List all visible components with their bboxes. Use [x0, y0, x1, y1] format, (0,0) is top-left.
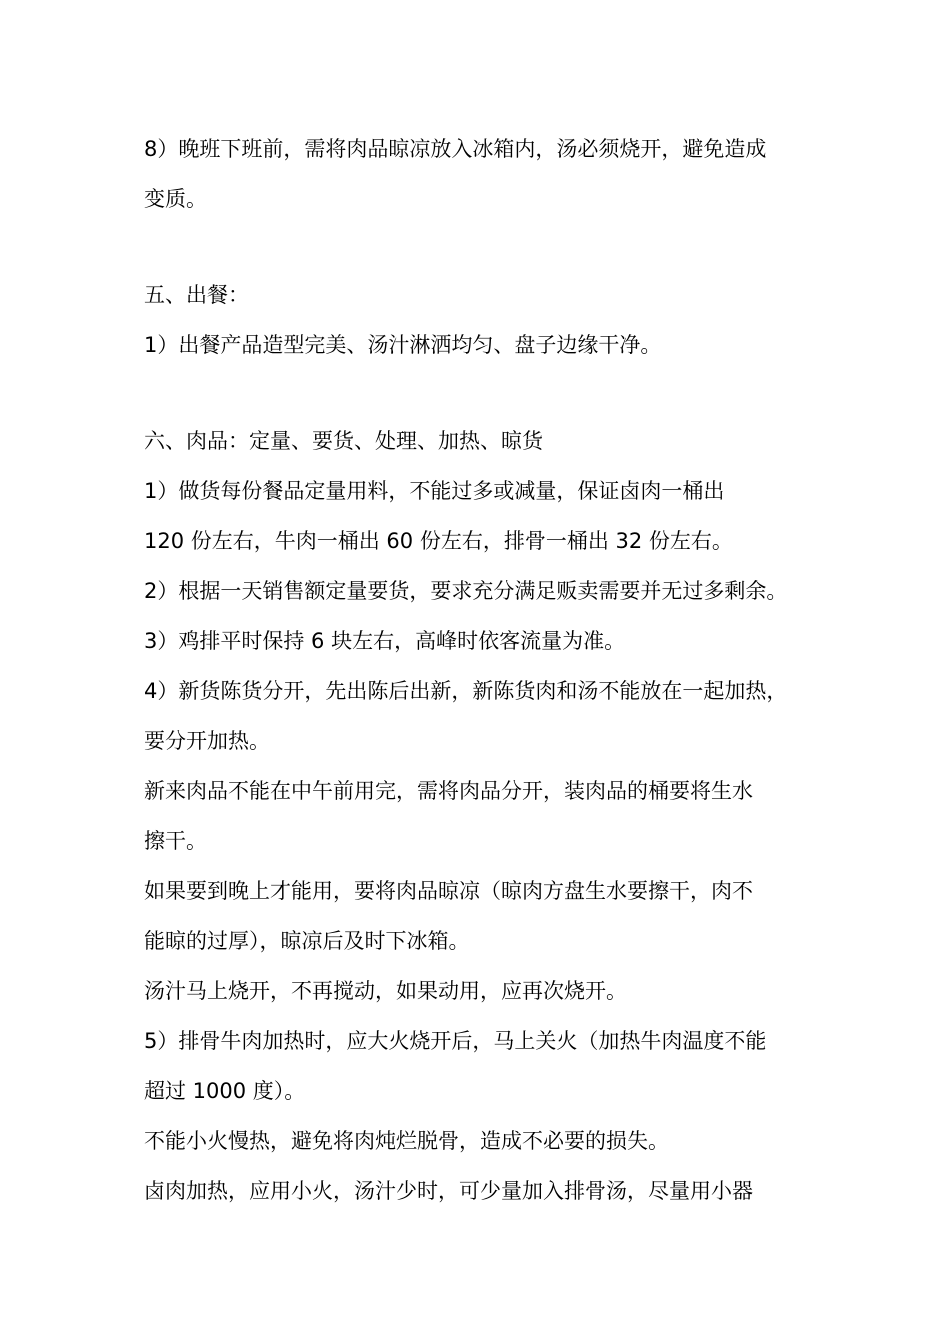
- text-line: 4）新货陈货分开，先出陈后出新，新陈货肉和汤不能放在一起加热，: [144, 679, 788, 703]
- text-line: 新来肉品不能在中午前用完，需将肉品分开，装肉品的桶要将生水: [144, 779, 753, 803]
- text-line: 卤肉加热，应用小火，汤汁少时，可少量加入排骨汤，尽量用小器: [144, 1179, 753, 1203]
- text-line: 3）鸡排平时保持 6 块左右，高峰时依客流量为准。: [144, 629, 626, 653]
- text-line: 擦干。: [144, 829, 207, 853]
- section-heading: 六、肉品：定量、要货、处理、加热、晾货: [144, 429, 543, 453]
- text-line: 超过 1000 度）。: [144, 1079, 306, 1103]
- text-line: 8）晚班下班前，需将肉品晾凉放入冰箱内，汤必须烧开，避免造成: [144, 137, 767, 161]
- text-line: 要分开加热。: [144, 729, 270, 753]
- text-line: 能晾的过厚），晾凉后及时下冰箱。: [144, 929, 470, 953]
- document-body: [144, 124, 824, 1216]
- text-line: 如果要到晚上才能用，要将肉品晾凉（晾肉方盘生水要擦干，肉不: [144, 879, 753, 903]
- text-line: 2）根据一天销售额定量要货，要求充分满足贩卖需要并无过多剩余。: [144, 579, 788, 603]
- text-line: 1）出餐产品造型完美、汤汁淋洒均匀、盘子边缘干净。: [144, 333, 662, 357]
- section-heading: 五、出餐：: [144, 283, 249, 307]
- text-line: 变质。: [144, 187, 207, 211]
- paragraph-gap: [144, 370, 824, 416]
- text-line: 汤汁马上烧开，不再搅动，如果动用，应再次烧开。: [144, 979, 627, 1003]
- paragraph-gap: [144, 224, 824, 270]
- text-line: 5）排骨牛肉加热时，应大火烧开后，马上关火（加热牛肉温度不能: [144, 1029, 767, 1053]
- text-line: 不能小火慢热，避免将肉炖烂脱骨，造成不必要的损失。: [144, 1129, 669, 1153]
- text-line: 1）做货每份餐品定量用料，不能过多或减量，保证卤肉一桶出: [144, 479, 725, 503]
- text-line: 120 份左右，牛肉一桶出 60 份左右，排骨一桶出 32 份左右。: [144, 529, 733, 553]
